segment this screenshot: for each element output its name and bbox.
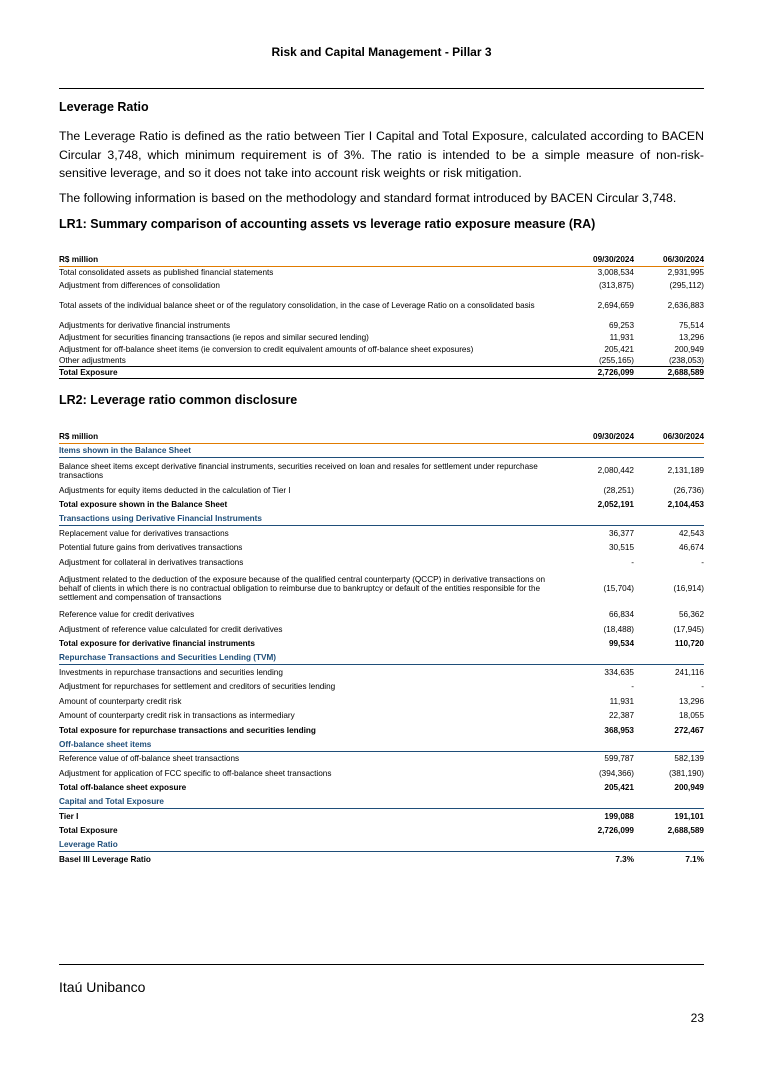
row-label: Total assets of the individual balance sheet or of the regulatory consolidation, in the case of Leverage Ratio on a consolidated basis <box>59 300 535 310</box>
table-row <box>59 608 704 623</box>
table-row <box>59 809 704 824</box>
group-heading <box>59 738 704 752</box>
lr1-table <box>59 247 704 379</box>
row-value-previous: 2,931,995 <box>667 268 704 278</box>
row-value-current: 3,008,534 <box>597 268 634 278</box>
table-row <box>59 458 704 484</box>
row-value-current: (313,875) <box>598 281 634 291</box>
row-value-previous: - <box>701 557 704 567</box>
group-heading-label: Repurchase Transactions and Securities Lending (TVM) <box>59 651 704 665</box>
row-value-current: 205,421 <box>604 783 634 793</box>
row-value-current: 2,726,099 <box>597 826 634 836</box>
table-row <box>59 267 704 279</box>
row-value-previous: 200,949 <box>674 344 704 354</box>
table-row <box>59 555 704 570</box>
row-value-previous: 191,101 <box>674 811 704 821</box>
row-value-current: 2,052,191 <box>597 500 634 510</box>
row-value-current: 30,515 <box>608 543 634 553</box>
leverage-ratio-row <box>59 852 704 867</box>
group-heading <box>59 512 704 526</box>
row-label: Tier I <box>59 811 79 821</box>
row-value-current: 36,377 <box>608 528 634 538</box>
subtotal-row <box>59 637 704 652</box>
total-row <box>59 367 704 379</box>
group-heading-label: Items shown in the Balance Sheet <box>59 444 704 458</box>
row-label: Adjustment for repurchases for settlement and creditors of securities lending <box>59 682 336 692</box>
table-row <box>59 355 704 367</box>
row-label: Other adjustments <box>59 356 126 366</box>
row-label: Basel III Leverage Ratio <box>59 854 151 864</box>
row-value-current: (15,704) <box>603 584 634 593</box>
row-label: Total exposure for repurchase transactions and securities lending <box>59 725 316 735</box>
row-value-previous: (17,945) <box>673 624 704 634</box>
row-value-previous: 42,543 <box>678 528 704 538</box>
table-row <box>59 570 704 608</box>
table-row <box>59 680 704 695</box>
group-heading-label: Capital and Total Exposure <box>59 795 704 809</box>
row-label: Adjustment for securities financing transactions (ie repos and similar secured lending) <box>59 333 369 343</box>
row-value-current: 2,694,659 <box>597 300 634 310</box>
row-value-previous: 46,674 <box>678 543 704 553</box>
lr2-col-label: R$ million <box>59 424 569 444</box>
table-row <box>59 541 704 556</box>
row-label: Adjustment for collateral in derivatives transactions <box>59 557 244 567</box>
row-label: Replacement value for derivatives transactions <box>59 528 229 538</box>
lr1-header-row <box>59 247 704 267</box>
table-row <box>59 709 704 724</box>
row-value-previous: 241,116 <box>675 667 704 677</box>
row-value-current: 2,726,099 <box>569 367 634 379</box>
row-label: Reference value of off-balance sheet transactions <box>59 754 240 764</box>
row-value-previous: 13,296 <box>678 333 704 343</box>
row-value-current: 2,080,442 <box>597 466 634 475</box>
row-value-previous: 18,055 <box>678 711 704 721</box>
group-heading <box>59 444 704 458</box>
row-label: Amount of counterparty credit risk in transactions as intermediary <box>59 711 295 721</box>
subtotal-row <box>59 781 704 796</box>
subtotal-row <box>59 498 704 513</box>
lr1-col-label: R$ million <box>59 247 569 267</box>
row-value-current: 334,635 <box>604 667 634 677</box>
row-value-previous: 582,139 <box>674 754 704 764</box>
report-page <box>59 0 704 1083</box>
table-row <box>59 344 704 355</box>
row-value-current: 205,421 <box>604 344 634 354</box>
page-header-title: Risk and Capital Management - Pillar 3 <box>271 45 492 59</box>
row-value-previous: 2,104,453 <box>667 500 704 510</box>
row-value-current: 22,387 <box>608 711 634 721</box>
row-value-previous: 7.1% <box>685 854 704 864</box>
row-label: Adjustments for equity items deducted in the calculation of Tier I <box>59 485 291 495</box>
group-heading-label: Leverage Ratio <box>59 838 704 852</box>
row-label: Total Exposure <box>59 367 569 379</box>
row-label: Adjustment of reference value calculated for credit derivatives <box>59 624 283 634</box>
row-label: Total exposure shown in the Balance Sheet <box>59 500 228 510</box>
lr2-col-previous: 06/30/2024 <box>634 424 704 444</box>
table-row <box>59 622 704 637</box>
lr1-table-title: LR1: Summary comparison of accounting assets vs leverage ratio exposure measure (RA) <box>59 217 596 231</box>
row-value-previous: (381,190) <box>668 768 704 778</box>
table-row <box>59 824 704 839</box>
footer-divider <box>59 964 704 965</box>
lr1-col-current: 09/30/2024 <box>569 247 634 267</box>
group-heading-label: Transactions using Derivative Financial Instruments <box>59 512 704 526</box>
row-value-current: (255,165) <box>598 356 634 366</box>
table-row <box>59 278 704 293</box>
table-row <box>59 483 704 498</box>
row-value-previous: 200,949 <box>674 783 704 793</box>
row-value-current: 99,534 <box>608 639 634 649</box>
row-label: Total consolidated assets as published financial statements <box>59 268 274 278</box>
table-row <box>59 694 704 709</box>
row-value-previous: 2,131,189 <box>667 466 704 475</box>
section-title: Leverage Ratio <box>59 100 149 114</box>
row-value-current: 11,931 <box>609 333 634 343</box>
row-value-previous: (26,736) <box>673 485 704 495</box>
row-label: Amount of counterparty credit risk <box>59 696 182 706</box>
row-value-current: (28,251) <box>603 485 634 495</box>
row-value-previous: (295,112) <box>669 281 704 291</box>
row-value-current: 599,787 <box>604 754 634 764</box>
lr2-col-current: 09/30/2024 <box>569 424 634 444</box>
row-label: Adjustments for derivative financial instruments <box>59 320 231 330</box>
row-value-previous: 13,296 <box>678 696 704 706</box>
table-row <box>59 332 704 343</box>
row-label: Adjustment for off-balance sheet items (ie conversion to credit equivalent amounts of off-balance sheet exposures) <box>59 344 474 354</box>
row-value-current: 7.3% <box>615 854 634 864</box>
row-value-current: - <box>631 682 634 692</box>
page-number: 23 <box>690 1011 704 1025</box>
table-row <box>59 766 704 781</box>
table-row <box>59 751 704 766</box>
group-heading <box>59 838 704 852</box>
row-value-current: 11,931 <box>609 696 634 706</box>
row-value-previous: 2,688,589 <box>667 826 704 836</box>
group-heading <box>59 795 704 809</box>
row-label: Balance sheet items except derivative financial instruments, securities received on loan and resales for settlement under repurchase transactions <box>59 461 538 480</box>
row-value-previous: 110,720 <box>674 639 704 649</box>
lr2-table <box>59 424 704 867</box>
header-divider <box>59 88 704 89</box>
row-value-previous: (238,053) <box>668 356 704 366</box>
row-value-current: 69,253 <box>608 320 634 330</box>
row-value-current: (18,488) <box>603 624 634 634</box>
row-value-current: (394,366) <box>598 768 634 778</box>
row-label: Investments in repurchase transactions and securities lending <box>59 667 283 677</box>
row-value-previous: 2,688,589 <box>634 367 704 379</box>
row-label: Adjustment for application of FCC specific to off-balance sheet transactions <box>59 768 332 778</box>
row-value-current: 66,834 <box>608 610 634 620</box>
row-value-previous: - <box>701 682 704 692</box>
subtotal-row <box>59 723 704 738</box>
row-value-previous: (16,914) <box>673 584 704 593</box>
row-value-current: 368,953 <box>604 725 634 735</box>
row-label: Total exposure for derivative financial instruments <box>59 639 255 649</box>
lr2-header-row <box>59 424 704 444</box>
table-row <box>59 526 704 541</box>
table-row <box>59 293 704 318</box>
table-row <box>59 318 704 333</box>
lr1-col-previous: 06/30/2024 <box>634 247 704 267</box>
row-label: Reference value for credit derivatives <box>59 610 195 620</box>
row-label: Adjustment from differences of consolidation <box>59 281 220 291</box>
row-value-previous: 2,636,883 <box>667 300 704 310</box>
row-value-current: 199,088 <box>604 811 634 821</box>
lr2-table-title: LR2: Leverage ratio common disclosure <box>59 393 298 407</box>
row-value-previous: 75,514 <box>678 320 704 330</box>
row-value-previous: 272,467 <box>674 725 704 735</box>
group-heading <box>59 651 704 665</box>
row-label: Total Exposure <box>59 826 118 836</box>
intro-paragraph: The Leverage Ratio is defined as the ratio between Tier I Capital and Total Exposure, calculated according to BACEN Circular 3,748, which minimum requirement is of 3%. The ratio is intended to be a simple measure of non-risk-sensitive leverage, and so it does not take into account risk weights or risk mitigation. <box>59 129 704 180</box>
table-row <box>59 665 704 680</box>
methodology-paragraph: The following information is based on the methodology and standard format introduced by BACEN Circular 3,748. <box>59 191 677 205</box>
group-heading-label: Off-balance sheet items <box>59 738 704 752</box>
row-value-previous: 56,362 <box>678 610 704 620</box>
row-label: Potential future gains from derivatives transactions <box>59 543 243 553</box>
row-value-current: - <box>631 557 634 567</box>
row-label: Total off-balance sheet exposure <box>59 783 187 793</box>
row-label: Adjustment related to the deduction of the exposure because of the qualified central counterparty (QCCP) in derivative transactions on behalf of clients in which there is no contractual obligation to reimburse due to bankruptcy or default of the entities responsible for the settlement and compensation of transactions <box>59 575 546 602</box>
footer-brand: Itaú Unibanco <box>59 979 146 995</box>
